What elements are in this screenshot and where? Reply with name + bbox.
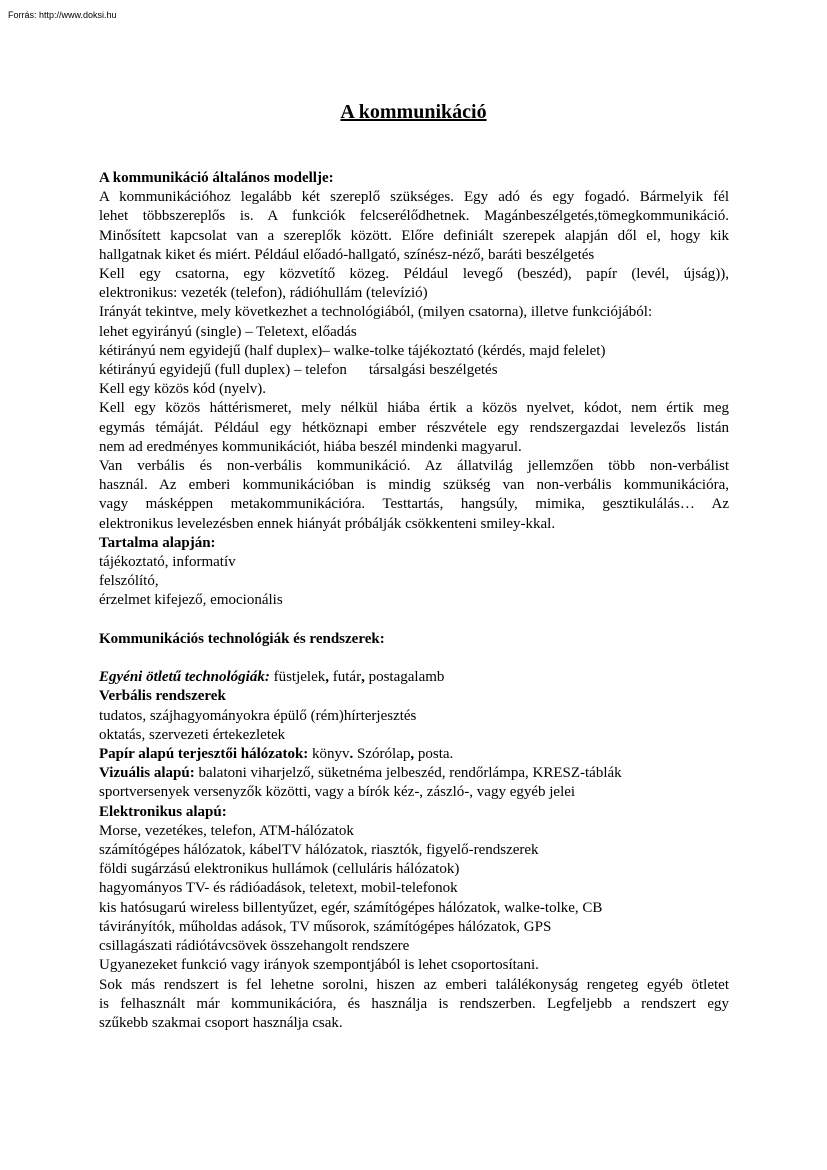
text-line: kétirányú nem egyidejű (half duplex)– walke-tolke tájékoztató (kérdés, majd felelet) xyxy=(99,342,606,359)
vizualis-text: balatoni viharjelző, süketnéma jelbeszéd, rendőrlámpa, KRESZ-táblák xyxy=(194,765,622,782)
text-line: lehet egyirányú (single) – Teletext, előadás xyxy=(99,323,357,340)
text-line: lehet többszereplős is. A funkciók felcserélődhetnek. Magánbeszélgetés,tömegkommunikáció. xyxy=(99,208,729,225)
papir-line xyxy=(99,745,729,764)
list-item: oktatás, szervezeti értekezletek xyxy=(99,726,286,743)
section-heading-content: Tartalma alapján: xyxy=(99,534,216,551)
egyeni-line xyxy=(99,668,729,687)
text-line-duplex xyxy=(99,361,729,380)
egyeni-item: futár xyxy=(329,669,362,686)
list-item: számítógépes hálózatok, kábelTV hálózatok, riasztók, figyelő-rendszerek xyxy=(99,842,539,859)
egyeni-label: Egyéni ötletű technológiák: xyxy=(99,669,270,686)
list-item: földi sugárzású elektronikus hullámok (celluláris hálózatok) xyxy=(99,861,460,878)
papir-item: posta. xyxy=(414,746,454,763)
separator: , xyxy=(361,669,365,686)
duplex-right: társalgási beszélgetés xyxy=(368,362,498,379)
text-line: elektronikus: vezeték (telefon), rádióhullám (televízió) xyxy=(99,285,428,302)
text-line: elektronikus levelezésben ennek hiányát próbálják csökkenteni smiley-kkal. xyxy=(99,515,556,532)
list-item: kis hatósugarú wireless billentyűzet, egér, számítógépes hálózatok, walke-tolke, CB xyxy=(99,899,603,916)
vizualis-line xyxy=(99,764,729,783)
text-line: Sok más rendszert is fel lehetne sorolni, hiszen az emberi találékonyság rengeteg egyéb ötletet xyxy=(99,976,729,993)
section-heading-model: A kommunikáció általános modellje: xyxy=(99,170,334,186)
list-item: távirányítók, műholdas adások, TV műsorok, számítógépes hálózatok, GPS xyxy=(99,918,552,935)
text-line: egymás témáját. Például egy hétköznapi ember részvétele egy rendszergazdai levelezős listán xyxy=(99,419,729,436)
text-line: Irányát tekintve, mely következhet a technológiából, (milyen csatorna), illetve funkciójából: xyxy=(99,304,653,321)
papir-item: Szórólap xyxy=(353,746,411,763)
list-item: felszólító, xyxy=(99,573,159,590)
text-line: vagy másképpen metakommunikációra. Testtartás, hangsúly, mimika, gesztikulálás… Az xyxy=(99,496,729,513)
document-body xyxy=(99,169,729,1033)
papir-item: könyv xyxy=(308,746,350,763)
egyeni-item: postagalamb xyxy=(364,669,445,686)
text-line: szűkebb szakmai csoport használja csak. xyxy=(99,1014,343,1031)
list-item: hagyományos TV- és rádióadások, teletext, mobil-telefonok xyxy=(99,880,458,897)
list-item: csillagászati rádiótávcsövek összehangolt rendszere xyxy=(99,938,410,955)
text-line: is felhasznált már kommunikációra, és használja is rendszerben. Legfeljebb a rendszert egy xyxy=(99,995,729,1012)
text-line: A kommunikációhoz legalább két szereplő szükséges. Egy adó és egy fogadó. Bármelyik fél xyxy=(99,189,729,206)
text-line: hallgatnak kiket és miért. Például előadó-hallgató, színész-néző, baráti beszélgetés xyxy=(99,246,595,263)
list-item: tájékoztató, informatív xyxy=(99,554,236,571)
page-title: A kommunikáció xyxy=(340,101,487,123)
section-heading-technologies: Kommunikációs technológiák és rendszerek: xyxy=(99,630,385,647)
text-line: Ugyanezeket funkció vagy irányok szempontjából is lehet csoportosítani. xyxy=(99,957,539,974)
list-item: érzelmet kifejező, emocionális xyxy=(99,592,283,609)
list-item: sportversenyek versenyzők közötti, vagy a bírók kéz-, zászló-, vagy egyéb jelei xyxy=(99,784,576,801)
vizualis-label: Vizuális alapú: xyxy=(99,765,195,782)
papir-label: Papír alapú terjesztői hálózatok: xyxy=(99,746,309,763)
text-line: nem ad eredményes kommunikációt, hiába beszél mindenki magyarul. xyxy=(99,438,522,455)
separator: , xyxy=(410,746,415,763)
duplex-left: kétirányú egyidejű (full duplex) – telefon xyxy=(99,362,347,379)
verbalis-heading: Verbális rendszerek xyxy=(99,688,226,705)
egyeni-item: füstjelek xyxy=(269,669,326,686)
separator: . xyxy=(349,746,354,763)
text-line: Minősített kapcsolat van a szereplők között. Előre definiált szerepek alapján dől el, hogy kik xyxy=(99,227,729,244)
text-line: használ. Az emberi kommunikációban is mindig szükség van non-verbális kommunikációra, xyxy=(99,477,729,494)
source-note: Forrás: http://www.doksi.hu xyxy=(8,10,117,20)
list-item: tudatos, szájhagyományokra épülő (rém)hírterjesztés xyxy=(99,707,417,724)
text-line: Kell egy csatorna, egy közvetítő közeg. Például levegő (beszéd), papír (levél, újság)), xyxy=(99,266,729,283)
list-item: Morse, vezetékes, telefon, ATM-hálózatok xyxy=(99,822,354,839)
separator: , xyxy=(325,669,329,686)
text-line: Kell egy közös háttérismeret, mely nélkül hiába értik a közös nyelvet, kódot, nem értik meg xyxy=(99,400,729,417)
text-line: Kell egy közös kód (nyelv). xyxy=(99,381,267,398)
elektronikus-heading: Elektronikus alapú: xyxy=(99,803,227,820)
text-line: Van verbális és non-verbális kommunikáció. Az állatvilág jellemzően több non-verbálist xyxy=(99,458,729,475)
